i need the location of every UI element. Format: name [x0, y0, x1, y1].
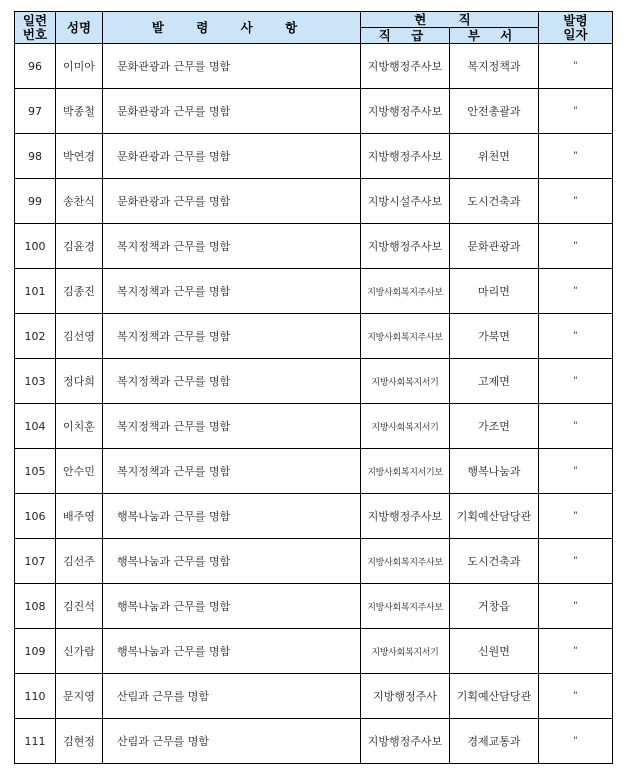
cell-appointment: 복지정책과 근무를 명함 [103, 269, 361, 314]
header-appointment-date: 발령 일자 [539, 12, 613, 44]
cell-department: 기획예산담당관 [450, 494, 539, 539]
cell-department: 기획예산담당관 [450, 674, 539, 719]
table-row [15, 134, 613, 179]
cell-department: 고제면 [450, 359, 539, 404]
cell-rank: 지방행정주사 [361, 674, 450, 719]
cell-date: " [539, 494, 613, 539]
cell-name: 안수민 [56, 449, 103, 494]
cell-department: 경제교통과 [450, 719, 539, 764]
cell-date: " [539, 134, 613, 179]
cell-rank: 지방행정주사보 [361, 44, 450, 89]
cell-rank: 지방행정주사보 [361, 134, 450, 179]
header-serial-number: 일련 번호 [15, 12, 56, 44]
cell-date: " [539, 539, 613, 584]
table-row [15, 494, 613, 539]
cell-date: " [539, 674, 613, 719]
cell-appointment: 문화관광과 근무를 명함 [103, 89, 361, 134]
cell-appointment: 복지정책과 근무를 명함 [103, 359, 361, 404]
cell-appointment: 복지정책과 근무를 명함 [103, 314, 361, 359]
cell-department: 마리면 [450, 269, 539, 314]
cell-name: 배주영 [56, 494, 103, 539]
cell-date: " [539, 89, 613, 134]
cell-rank: 지방사회복지주사보 [361, 314, 450, 359]
cell-name: 이치훈 [56, 404, 103, 449]
table-row [15, 404, 613, 449]
cell-serial-number: 105 [15, 449, 56, 494]
cell-name: 김현정 [56, 719, 103, 764]
cell-date: " [539, 314, 613, 359]
cell-date: " [539, 179, 613, 224]
table-row [15, 674, 613, 719]
cell-appointment: 복지정책과 근무를 명함 [103, 449, 361, 494]
cell-appointment: 행복나눔과 근무를 명함 [103, 629, 361, 674]
cell-name: 신가람 [56, 629, 103, 674]
table-row [15, 449, 613, 494]
cell-name: 송찬식 [56, 179, 103, 224]
cell-rank: 지방사회복지주사보 [361, 584, 450, 629]
cell-department: 거창읍 [450, 584, 539, 629]
cell-serial-number: 97 [15, 89, 56, 134]
cell-name: 김선주 [56, 539, 103, 584]
cell-appointment: 문화관광과 근무를 명함 [103, 44, 361, 89]
appointment-table [14, 11, 613, 764]
cell-date: " [539, 629, 613, 674]
header-rank: 직 급 [361, 28, 450, 44]
table-row [15, 314, 613, 359]
cell-date: " [539, 449, 613, 494]
table-row [15, 359, 613, 404]
cell-date: " [539, 404, 613, 449]
table-row [15, 179, 613, 224]
cell-rank: 지방시설주사보 [361, 179, 450, 224]
cell-name: 김진석 [56, 584, 103, 629]
cell-rank: 지방사회복지서기 [361, 359, 450, 404]
cell-serial-number: 99 [15, 179, 56, 224]
cell-serial-number: 102 [15, 314, 56, 359]
table-row [15, 44, 613, 89]
header-current-position: 현 직 [361, 12, 539, 28]
cell-name: 박종철 [56, 89, 103, 134]
cell-serial-number: 110 [15, 674, 56, 719]
cell-department: 도시건축과 [450, 179, 539, 224]
cell-appointment: 문화관광과 근무를 명함 [103, 179, 361, 224]
cell-department: 위천면 [450, 134, 539, 179]
table-body [15, 44, 613, 764]
cell-serial-number: 98 [15, 134, 56, 179]
cell-rank: 지방사회복지서기보 [361, 449, 450, 494]
cell-date: " [539, 269, 613, 314]
cell-appointment: 행복나눔과 근무를 명함 [103, 494, 361, 539]
header-department: 부 서 [450, 28, 539, 44]
cell-appointment: 행복나눔과 근무를 명함 [103, 539, 361, 584]
cell-name: 김종진 [56, 269, 103, 314]
cell-serial-number: 106 [15, 494, 56, 539]
cell-name: 박연경 [56, 134, 103, 179]
cell-serial-number: 100 [15, 224, 56, 269]
cell-name: 문지영 [56, 674, 103, 719]
cell-appointment: 산림과 근무를 명함 [103, 719, 361, 764]
cell-serial-number: 111 [15, 719, 56, 764]
cell-rank: 지방행정주사보 [361, 719, 450, 764]
cell-date: " [539, 224, 613, 269]
header-appointment: 발 령 사 항 [103, 12, 361, 44]
cell-name: 정다희 [56, 359, 103, 404]
cell-rank: 지방사회복지주사보 [361, 269, 450, 314]
cell-date: " [539, 719, 613, 764]
cell-rank: 지방행정주사보 [361, 494, 450, 539]
cell-rank: 지방사회복지서기 [361, 629, 450, 674]
cell-name: 김선영 [56, 314, 103, 359]
table-header [15, 12, 613, 44]
cell-serial-number: 108 [15, 584, 56, 629]
cell-appointment: 복지정책과 근무를 명함 [103, 404, 361, 449]
cell-serial-number: 96 [15, 44, 56, 89]
cell-date: " [539, 584, 613, 629]
cell-serial-number: 103 [15, 359, 56, 404]
cell-appointment: 산림과 근무를 명함 [103, 674, 361, 719]
cell-department: 신원면 [450, 629, 539, 674]
table-row [15, 539, 613, 584]
cell-appointment: 복지정책과 근무를 명함 [103, 224, 361, 269]
cell-serial-number: 109 [15, 629, 56, 674]
cell-name: 김윤경 [56, 224, 103, 269]
cell-date: " [539, 359, 613, 404]
cell-serial-number: 104 [15, 404, 56, 449]
cell-appointment: 문화관광과 근무를 명함 [103, 134, 361, 179]
cell-serial-number: 107 [15, 539, 56, 584]
table-row [15, 629, 613, 674]
cell-department: 도시건축과 [450, 539, 539, 584]
table-row [15, 224, 613, 269]
cell-rank: 지방행정주사보 [361, 89, 450, 134]
table-row [15, 269, 613, 314]
cell-name: 이미아 [56, 44, 103, 89]
appointment-table-container [14, 11, 613, 764]
cell-department: 복지정책과 [450, 44, 539, 89]
cell-department: 행복나눔과 [450, 449, 539, 494]
table-row [15, 584, 613, 629]
cell-department: 안전총괄과 [450, 89, 539, 134]
table-row [15, 89, 613, 134]
cell-department: 문화관광과 [450, 224, 539, 269]
header-name: 성명 [56, 12, 103, 44]
cell-rank: 지방사회복지서기 [361, 404, 450, 449]
cell-date: " [539, 44, 613, 89]
cell-department: 가북면 [450, 314, 539, 359]
cell-rank: 지방사회복지주사보 [361, 539, 450, 584]
cell-rank: 지방행정주사보 [361, 224, 450, 269]
table-row [15, 719, 613, 764]
cell-appointment: 행복나눔과 근무를 명함 [103, 584, 361, 629]
cell-department: 가조면 [450, 404, 539, 449]
cell-serial-number: 101 [15, 269, 56, 314]
